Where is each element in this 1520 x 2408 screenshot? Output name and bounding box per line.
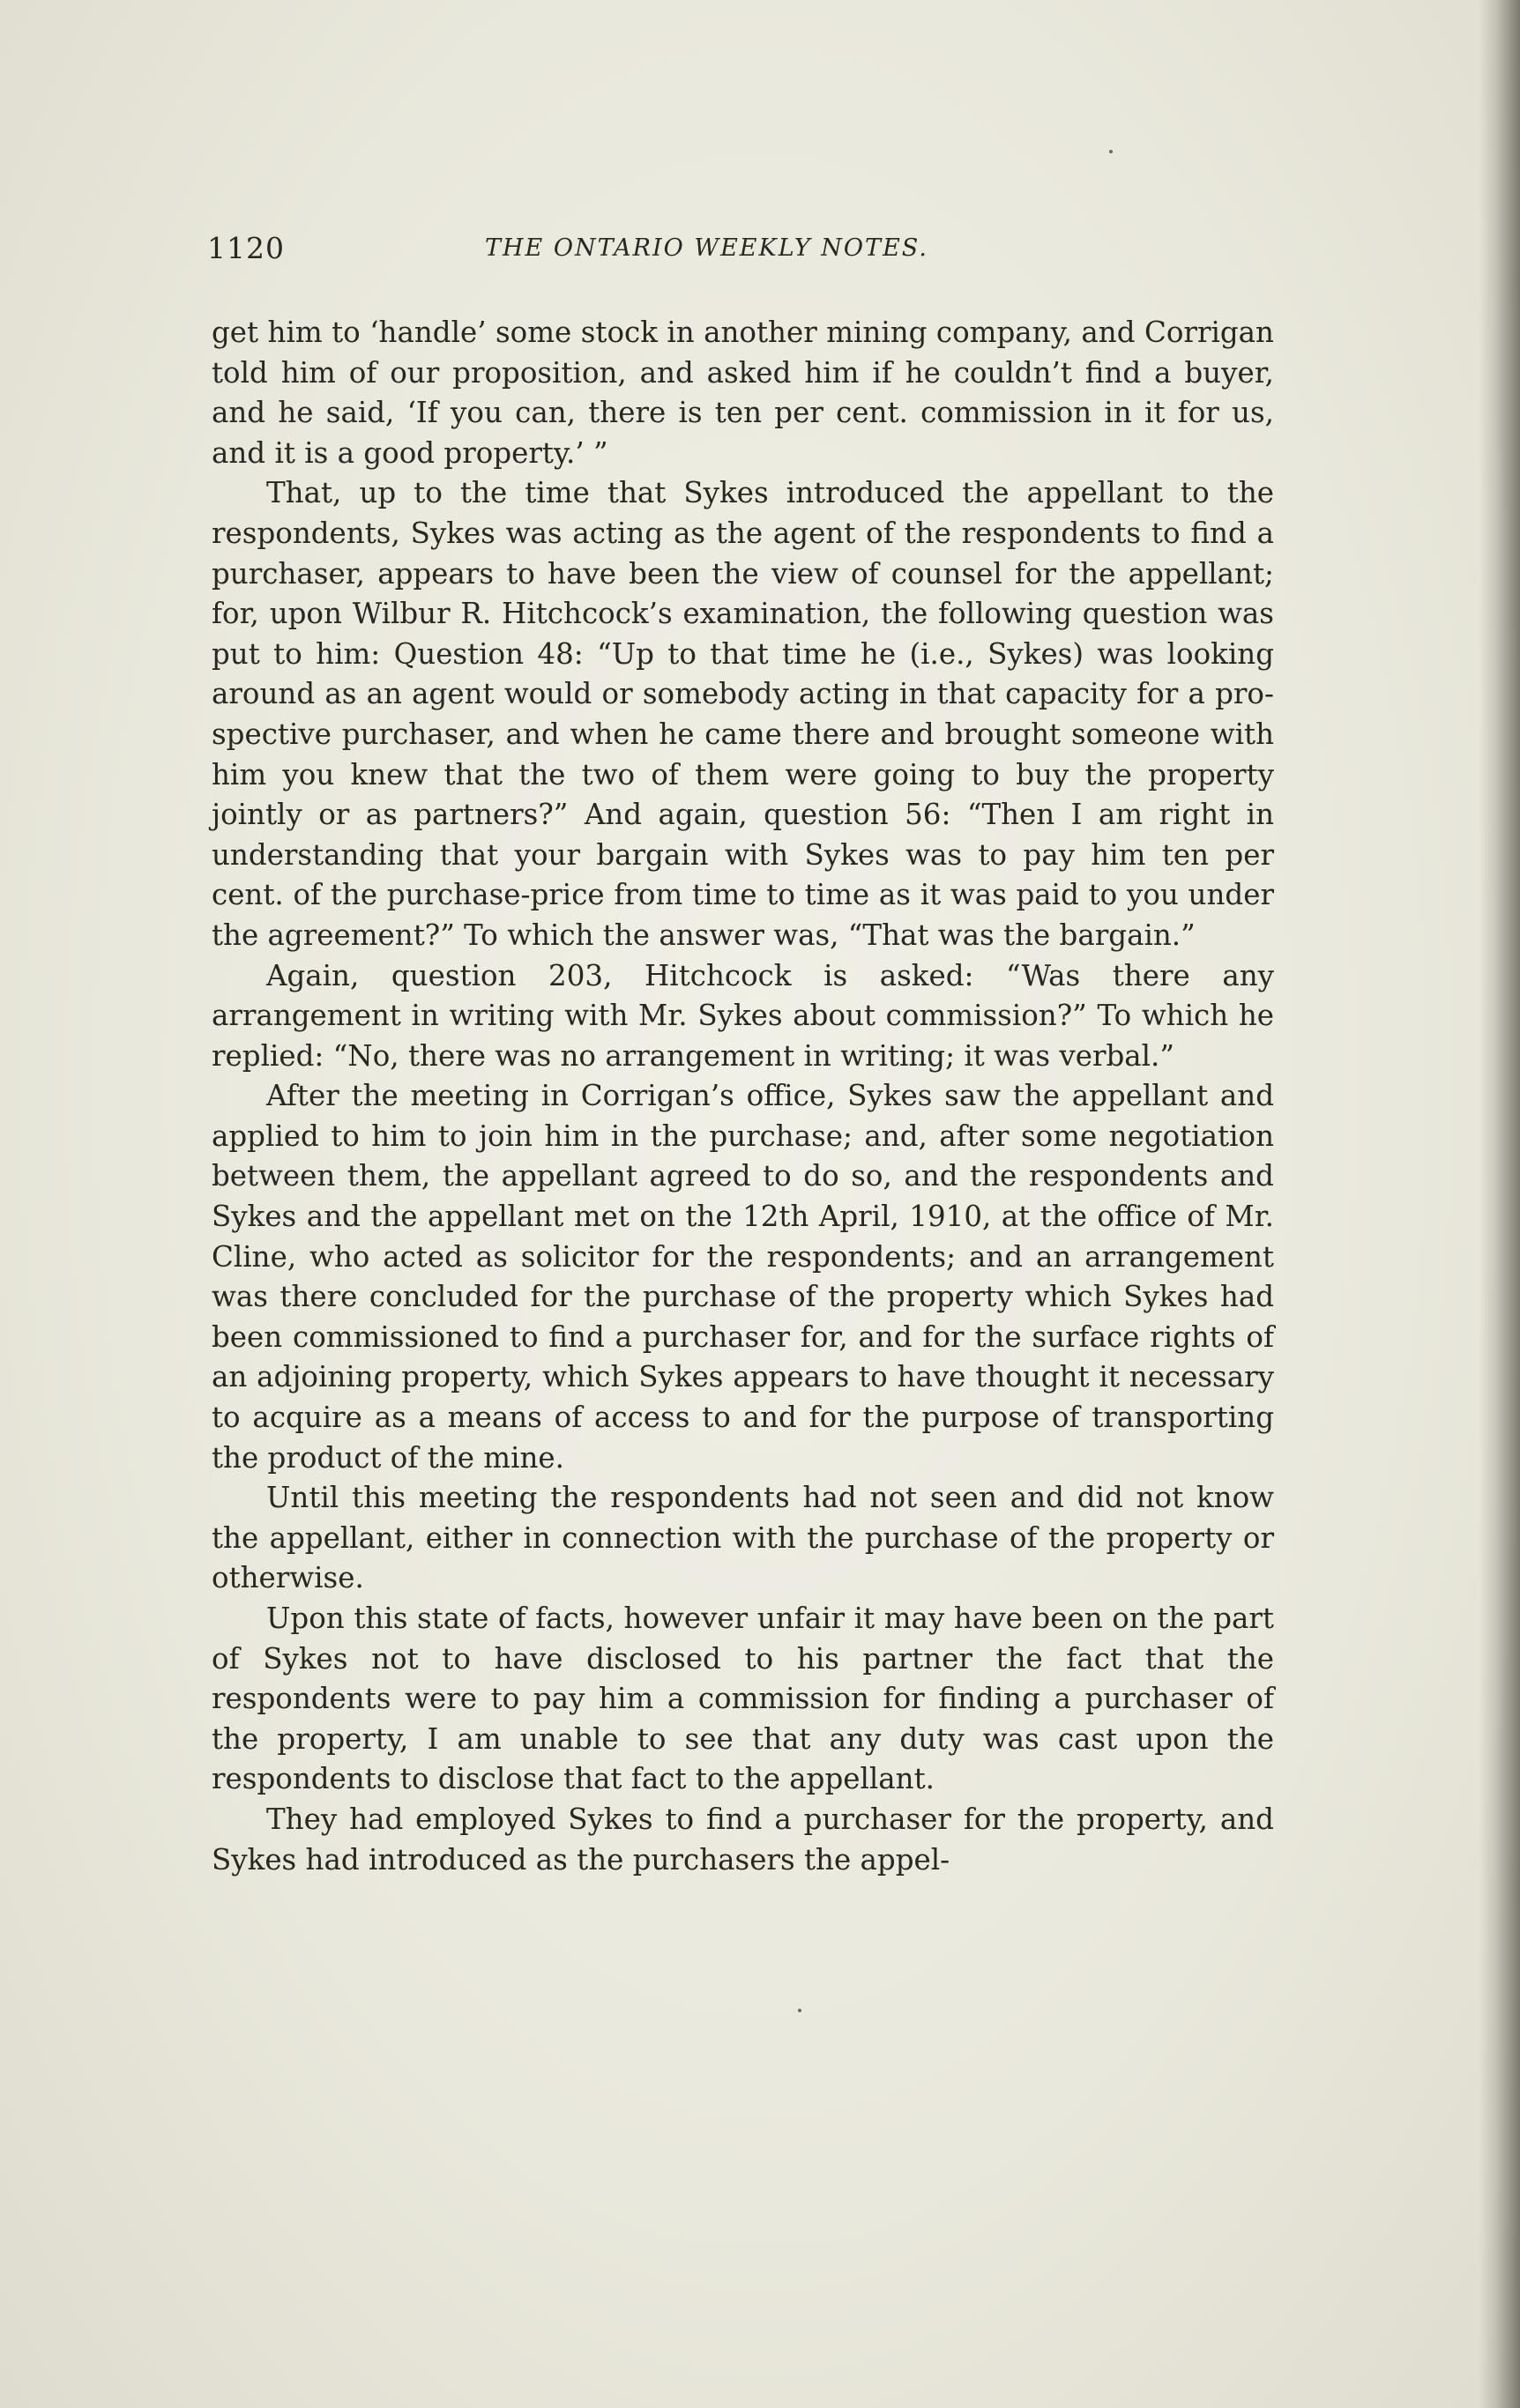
paragraph: After the meeting in Corrigan’s office, Sykes saw the appellant and applied to him to join him in the purchase; and, after some negotiation between them, the appellant agreed to do so, and the respondents and Sykes and the appellant met on the 12th April, 1910, at the office of Mr. Cline, who acted as solicitor for the respondents; and an arrangement was there concluded for the purchase of the property which Sykes had been commissioned to find a purchaser for, and for the surface rights of an adjoining property, which Sykes appears to have thought it necessary to acquire as a means of access to and for the purpose of transporting the product of the mine.	[212, 1079, 1274, 1475]
paragraph-continuation: get him to ‘handle’ some stock in another mining company, and Corrigan told him of our proposition, and asked him if he couldn’t find a buyer, and he said, ‘If you can, there is ten per cent. commission in it for us, and it is a good property.’ ”	[212, 316, 1274, 470]
paragraph: Again, question 203, Hitchcock is asked: “Was there any arrangement in writing with Mr. Sykes about commission?” To which he replied: “No, there was no arrangement in writing; it was verbal.”	[212, 958, 1274, 1073]
paragraph: That, up to the time that Sykes introduced the appellant to the respondents, Sykes was acting as the agent of the respondents to find a purchaser, appears to have been the view of counsel for the appellant; for, upon Wilbur R. Hitchcock’s examination, the following question was put to him: Question 48: “Up to that time he (i.e., Sykes) was looking around as an agent would or somebody acting in that capacity for a prospective purchaser, and when he came there and brought someone with him you knew that the two of them were going to buy the property jointly or as partners?” And again, question 56: “Then I am right in understanding that your bargain with Sykes was to pay him ten per cent. of the purchase-price from time to time as it was paid to you under the agreement?” To which the answer was, “That was the bargain.”	[212, 476, 1274, 952]
journal-title: THE ONTARIO WEEKLY NOTES.	[485, 234, 928, 262]
paragraph-continued: They had employed Sykes to find a purchaser for the property, and Sykes had introduced as the purchasers the appel-	[212, 1802, 1274, 1877]
body-text	[212, 313, 1274, 1880]
paper-speck	[1109, 150, 1113, 153]
running-head	[207, 231, 1274, 275]
paragraph: Until this meeting the respondents had not seen and did not know the appellant, either in connection with the purchase of the property or otherwise.	[212, 1481, 1274, 1595]
paragraph: Upon this state of facts, however unfair it may have been on the part of Sykes not to have disclosed to his partner the fact that the respondents were to pay him a commission for finding a purchaser of the property, I am unable to see that any duty was cast upon the respondents to disclose that fact to the appellant.	[212, 1602, 1274, 1796]
page-edge-shadow	[1479, 0, 1520, 2408]
page-number: 1120	[207, 231, 285, 265]
paper-speck	[798, 2009, 801, 2012]
